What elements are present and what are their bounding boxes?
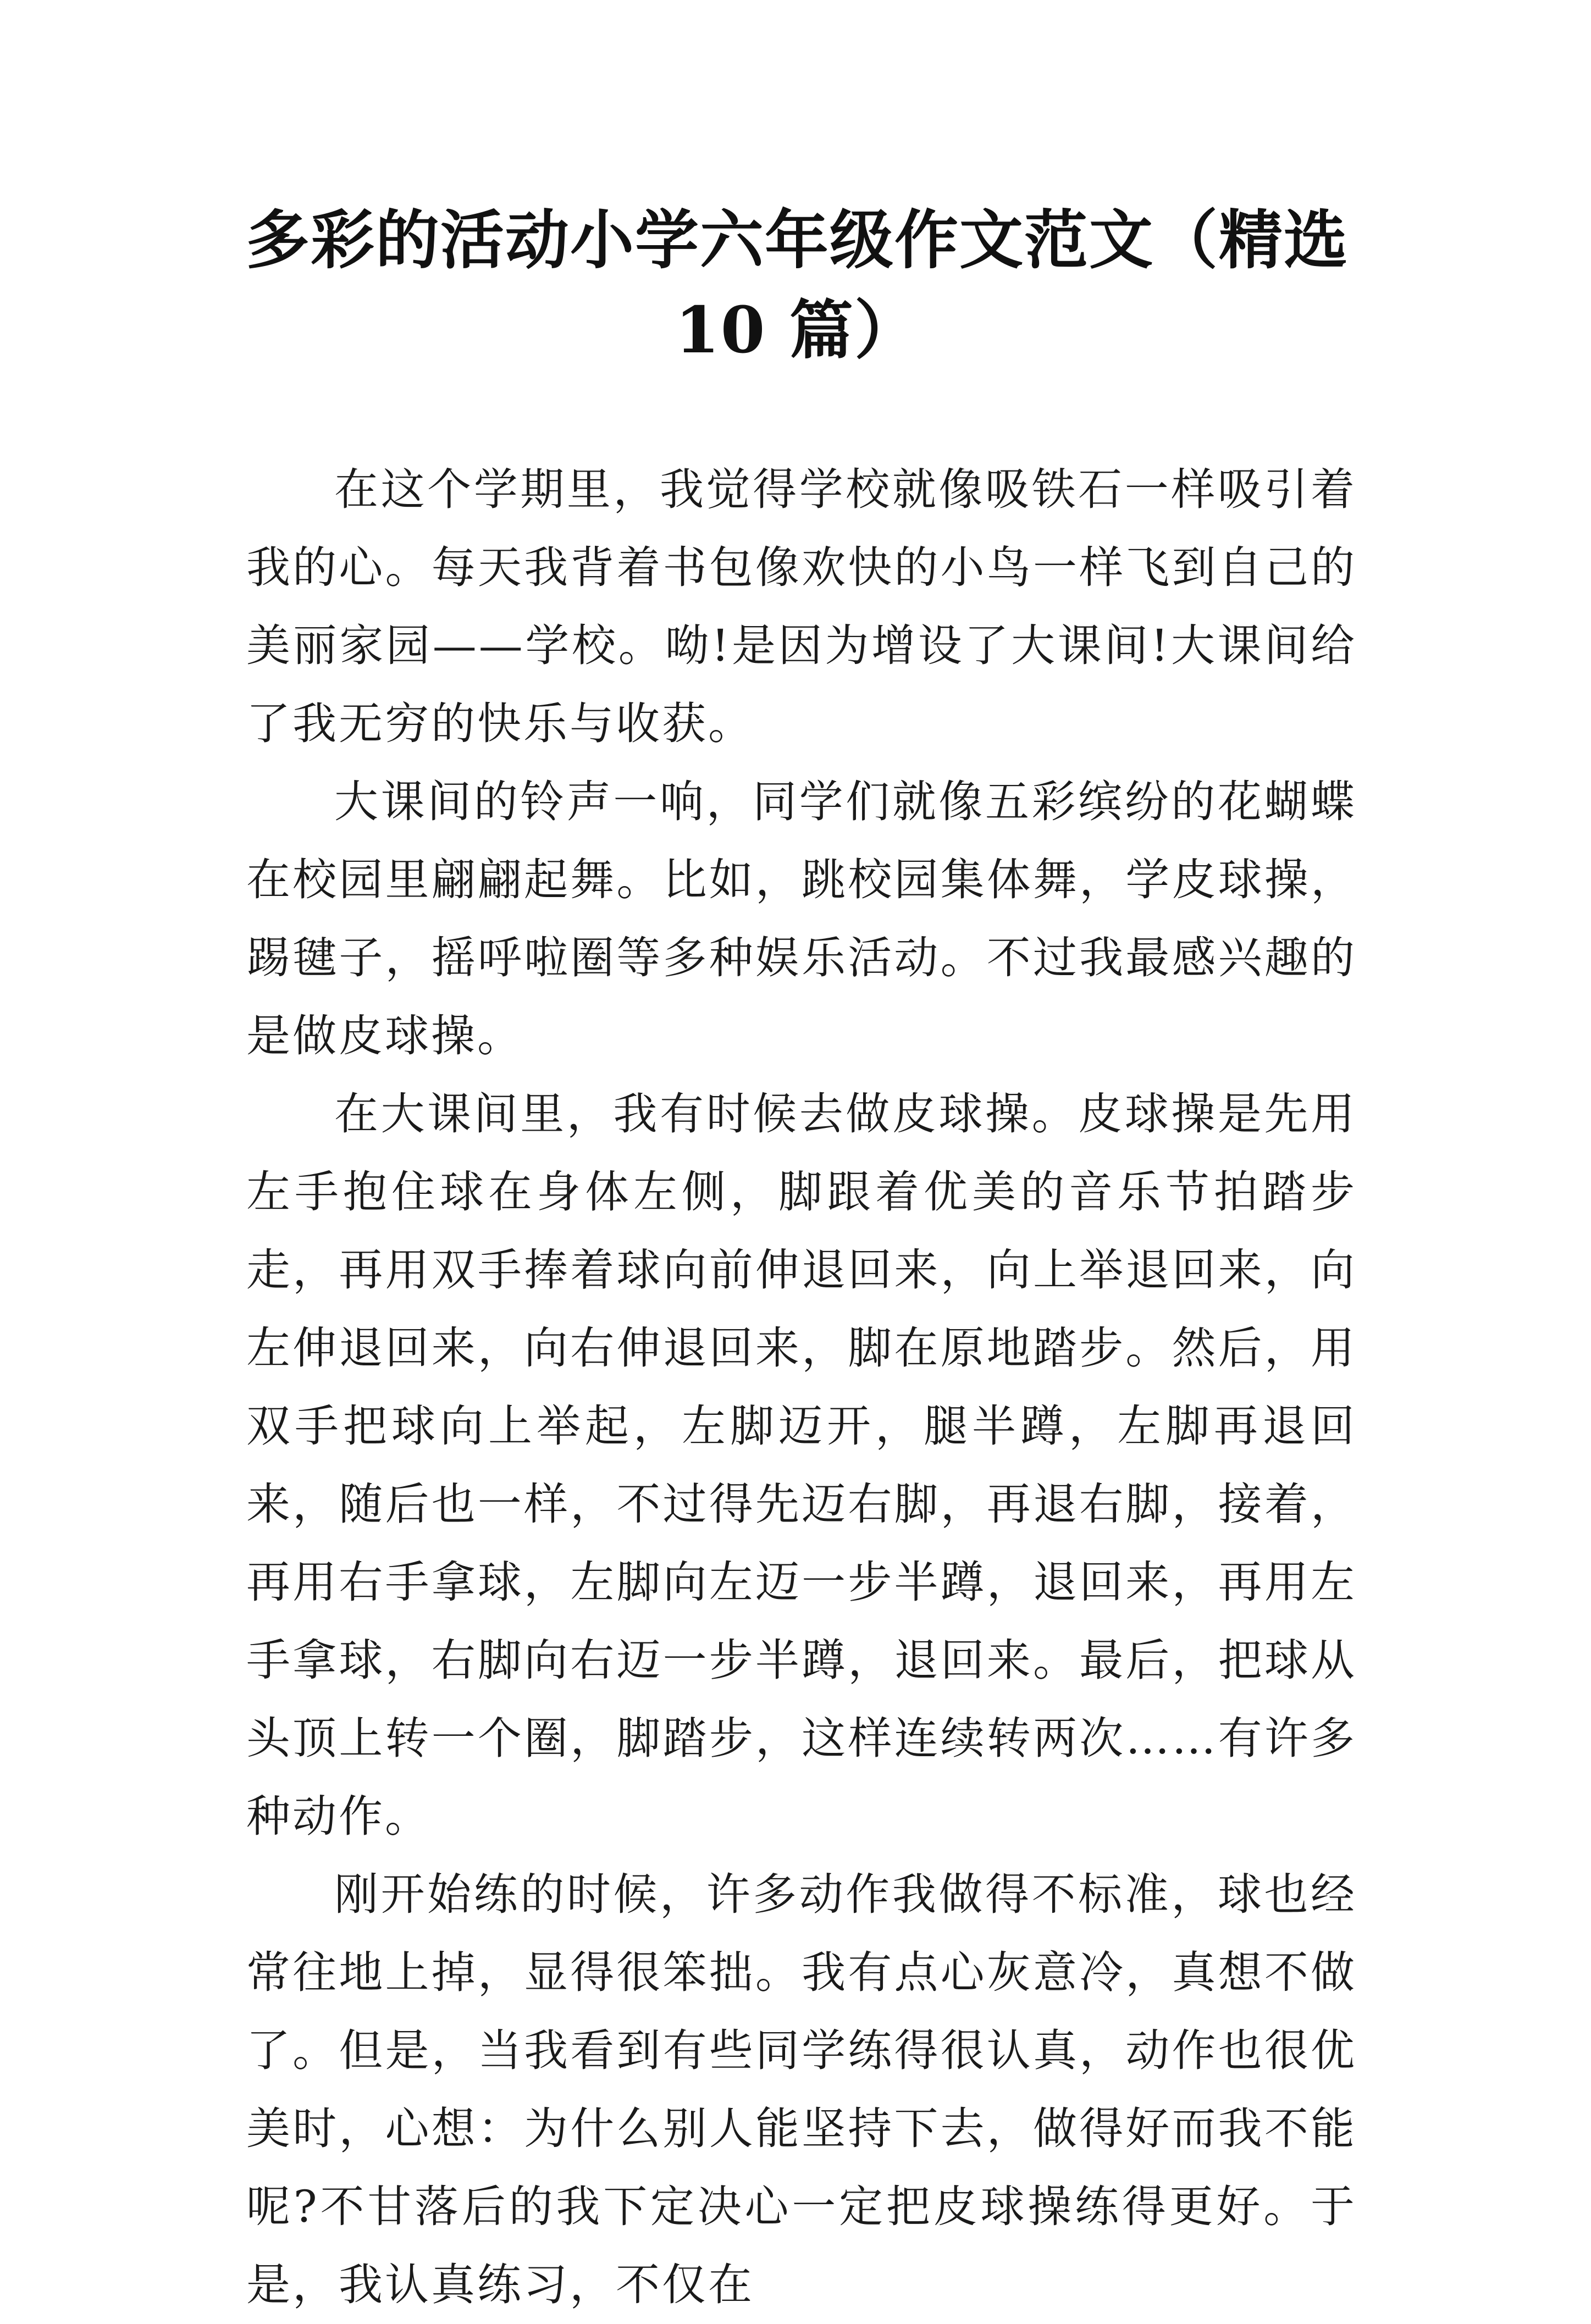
paragraph: 刚开始练的时候，许多动作我做得不标准，球也经常往地上掉，显得很笨拙。我有点心灰意冷，真想不做了。但是，当我看到有些同学练得很认真，动作也很优美时，心想：为什么别人能坚持下去，做得好而我不能呢?不甘落后的我下定决心一定把皮球操练得更好。于是，我认真练习，不仅在 [246, 1869, 1357, 2310]
paragraph: 大课间的铃声一响，同学们就像五彩缤纷的花蝴蝶在校园里翩翩起舞。比如，跳校园集体舞，学皮球操，踢毽子，摇呼啦圈等多种娱乐活动。不过我最感兴趣的是做皮球操。 [246, 776, 1357, 1061]
document-body [246, 451, 1357, 2324]
paragraph: 在大课间里，我有时候去做皮球操。皮球操是先用左手抱住球在身体左侧，脚跟着优美的音乐节拍踏步走，再用双手捧着球向前伸退回来，向上举退回来，向左伸退回来，向右伸退回来，脚在原地踏步。然后，用双手把球向上举起，左脚迈开，腿半蹲，左脚再退回来，随后也一样，不过得先迈右脚，再退右脚，接着，再用右手拿球，左脚向左迈一步半蹲，退回来，再用左手拿球，右脚向右迈一步半蹲，退回来。最后，把球从头顶上转一个圈，脚踏步，这样连续转两次……有许多种动作。 [246, 1088, 1357, 1842]
document-title: 多彩的活动小学六年级作文范文（精选 10 篇） [246, 203, 1349, 368]
paragraph: 在这个学期里，我觉得学校就像吸铁石一样吸引着我的心。每天我背着书包像欢快的小鸟一样飞到自己的美丽家园——学校。呦!是因为增设了大课间!大课间给了我无穷的快乐与收获。 [246, 464, 1357, 749]
